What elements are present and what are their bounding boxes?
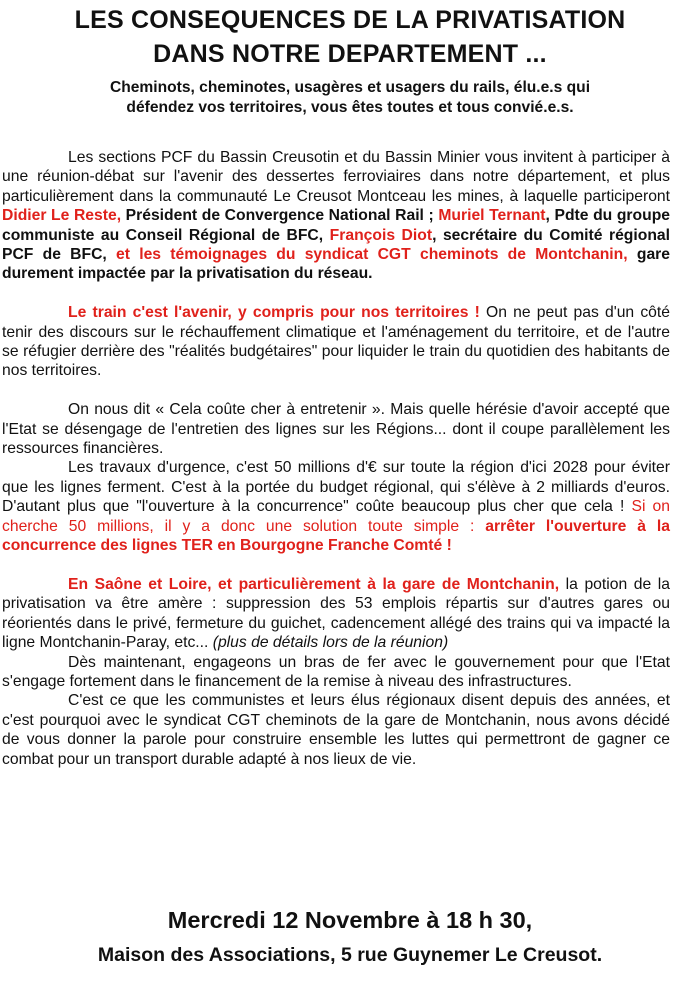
union-testimony: et les témoignages du syndicat CGT cheminots de Montchanin, [116,246,628,264]
highlight-lead: Le train c'est l'avenir, y compris pour nos territoires ! [68,304,480,322]
speaker-role: , Pdte du groupe communiste au Conseil Régional de BFC, [2,207,670,244]
invitation-closing: gare durement impactée par la privatisation du réseau. [2,246,670,283]
details-note: (plus de détails lors de la réunion) [212,634,449,652]
subtitle-line-2: défendez vos territoires, vous êtes toutes et tous convié.e.s. [126,99,574,116]
paragraph-text: la potion de la privatisation va être amère : suppression des 53 emplois répartis sur d'autres gares ou réorientés dans le privé, fermeture du guichet, cadencement allégé des trains qui va impacté la ligne Montchanin-Paray, etc... [2,575,670,652]
event-date: Mercredi 12 Novembre à 18 h 30, [167,907,533,933]
page-title-line-2: DANS NOTRE DEPARTEMENT ... [153,40,547,68]
subtitle-line-1: Cheminots, cheminotes, usagères et usagers du rails, élu.e.s qui [109,79,591,96]
highlight-text: Si on cherche 50 millions, il y a donc une solution toute simple : [2,498,670,535]
event-location: Maison des Associations, 5 rue Guynemer Le Creusot. [97,944,603,966]
paragraph-urgent-works [2,458,670,555]
paragraph-text: Les travaux d'urgence, c'est 50 millions d'€ sur toute la région d'ici 2028 pour éviter que les lignes ferment. C'est à la portée du budget régional, qui s'élève à 2 milliards d'euros. D'autant plus que "l'ouverture à la concurrence" coûte beaucoup plus cher que cela ! [2,459,670,516]
speaker-name: François Diot [329,226,433,244]
paragraph-text: On ne peut pas d'un côté tenir des discours sur le réchauffement climatique et l'aménagement du territoire, et de l'autre se réfugier derrière des "réalités budgétaires" pour liquider le train du quotidien des habitants de nos territoires. [2,304,670,380]
paragraph-mobilisation [2,653,670,692]
body-text [2,148,670,769]
speaker-name: Muriel Ternant [438,207,546,225]
paragraph-conclusion [2,691,670,769]
speaker-name: Didier Le Reste, [2,207,122,225]
paragraph-maintenance-cost [2,400,670,458]
highlight-demand: arrêter l'ouverture à la concurrence des lignes TER en Bourgogne Franche Comté ! [2,517,670,555]
paragraph-invitation [2,148,670,284]
paragraph-train-future [2,303,670,381]
speaker-role: Président de Convergence National Rail ; [121,207,439,225]
paragraph-text: On nous dit « Cela coûte cher à entretenir ». Mais quelle hérésie d'avoir accepté que l'Etat se désengage de l'entretien des lignes sur les Régions... dont il coupe parallèlement les ressources financières. [2,401,670,458]
speaker-role: , secrétaire du Comité régional PCF de BFC, [2,226,670,264]
paragraph-text: C'est ce que les communistes et leurs élus régionaux disent depuis des années, et c'est pourquoi avec le syndicat CGT cheminots de la gare de Montchanin, nous avons décidé de vous donner la parole pour construire ensemble les luttes qui permettront de gagner ce combat pour un transport durable adapté à nos lieux de vie. [2,692,670,768]
paragraph-montchanin [2,575,670,653]
paragraph-text: Dès maintenant, engageons un bras de fer avec le gouvernement pour que l'Etat s'engage fortement dans le financement de la remise à niveau des infrastructures. [2,653,670,690]
invitation-text: Les sections PCF du Bassin Creusotin et du Bassin Minier vous invitent à participer à une réunion-débat sur l'avenir des dessertes ferroviaires dans notre département, et plus particulièrement dans la communauté Le Creusot Montceau les mines, à laquelle participeront [2,149,670,205]
highlight-lead: En Saône et Loire, et particulièrement à la gare de Montchanin, [68,575,560,593]
page-title-line-1: LES CONSEQUENCES DE LA PRIVATISATION [74,6,626,34]
